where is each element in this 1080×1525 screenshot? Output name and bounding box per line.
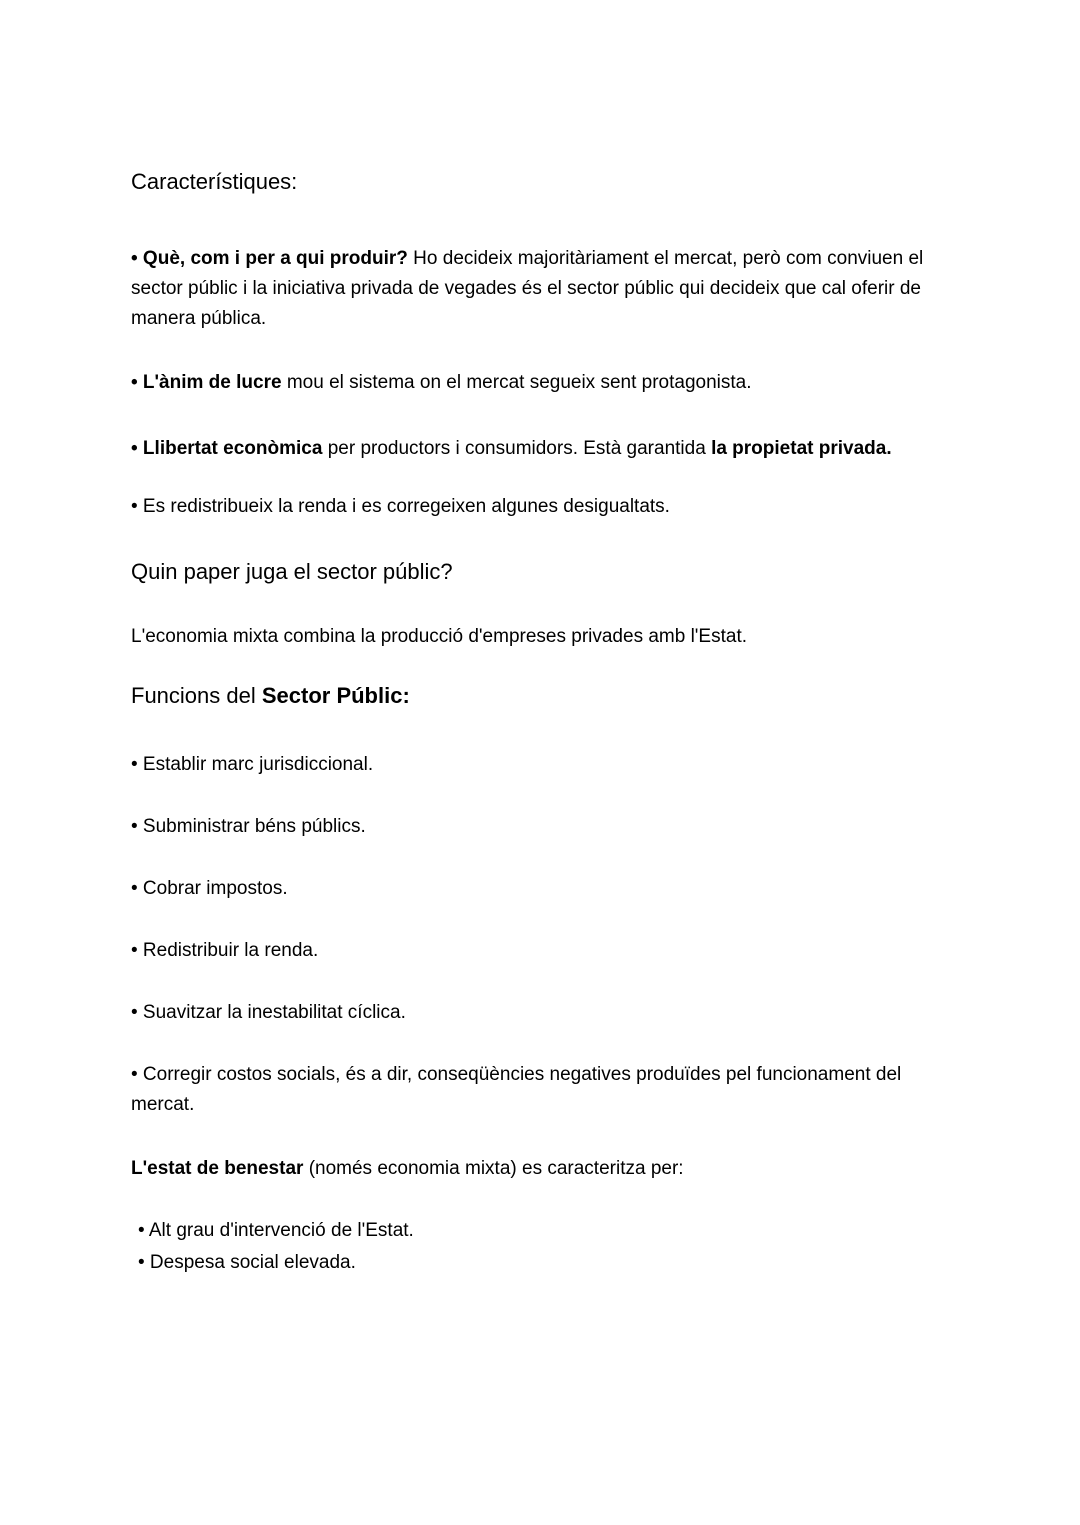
bullet-llibertat-economica: [131, 434, 943, 464]
text-run: Sector Públic:: [261, 683, 410, 708]
text-run: per productors i consumidors. Està garantida: [322, 438, 712, 459]
heading-quin-paper-sector-public: [131, 558, 943, 586]
bullet-corregir-costos: [131, 1060, 943, 1120]
bullet-cobrar-impostos: [131, 874, 943, 904]
para-estat-benestar: [131, 1154, 943, 1184]
bullet-despesa-social: [131, 1247, 943, 1279]
bullet-establir-marc: [131, 750, 943, 780]
text-run: • Alt grau d'intervenció de l'Estat.: [138, 1220, 414, 1241]
bullet-anim-de-lucre: [131, 368, 943, 398]
text-run: • Què, com i per a qui produir?: [131, 248, 408, 269]
text-run: • Establir marc jurisdiccional.: [131, 754, 374, 775]
text-run: • Es redistribueix la renda i es corregeixen algunes desigualtats.: [131, 496, 670, 517]
heading-caracteristiques: [131, 168, 943, 196]
bullet-suavitzar-inestabilitat: [131, 998, 943, 1028]
text-run: • Corregir costos socials, és a dir, conseqüències negatives produïdes pel funcionament del mercat.: [131, 1064, 902, 1115]
bullet-redistribuir-renda: [131, 936, 943, 966]
bullet-redistribueix-renda: [131, 492, 943, 522]
text-run: Característiques:: [131, 169, 298, 194]
heading-funcions-sector-public: [131, 682, 943, 710]
text-run: • Llibertat econòmica: [131, 438, 323, 459]
text-run: Ho decideix majoritàriament el mercat, però com conviuen el sector públic i la iniciativa privada de vegades és el sector públic qui decideix que cal oferir de manera pública.: [131, 248, 924, 329]
text-run: • Redistribuir la renda.: [131, 940, 319, 961]
document-content: [131, 168, 943, 1279]
text-run: L'economia mixta combina la producció d'empreses privades amb l'Estat.: [131, 626, 748, 647]
text-run: • Suavitzar la inestabilitat cíclica.: [131, 1002, 406, 1023]
text-run: Funcions del: [131, 683, 262, 708]
text-run: • Despesa social elevada.: [138, 1252, 356, 1273]
bullet-subministrar-bens: [131, 812, 943, 842]
bullet-que-com-produir: [131, 244, 943, 334]
text-run: Quin paper juga el sector públic?: [131, 559, 453, 584]
text-run: L'estat de benestar: [131, 1158, 304, 1179]
bullet-alt-grau-intervencio: [131, 1215, 943, 1247]
text-run: • Cobrar impostos.: [131, 878, 288, 899]
text-run: la propietat privada.: [711, 438, 892, 459]
para-economia-mixta: [131, 622, 943, 652]
text-run: (només economia mixta) es caracteritza per:: [303, 1158, 684, 1179]
text-run: mou el sistema on el mercat segueix sent protagonista.: [281, 372, 752, 393]
text-run: • L'ànim de lucre: [131, 372, 282, 393]
text-run: • Subministrar béns públics.: [131, 816, 366, 837]
